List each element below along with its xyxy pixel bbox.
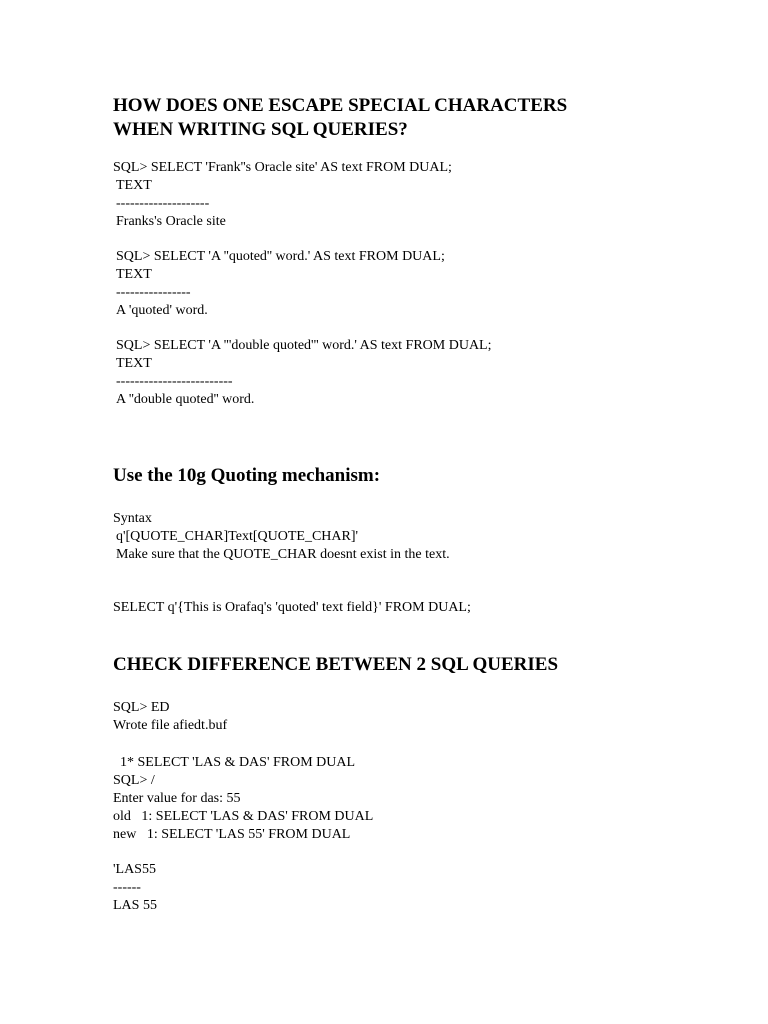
sql-line: SQL> SELECT 'A ''quoted'' word.' AS text FROM DUAL; — [116, 249, 445, 264]
output-line: Wrote file afiedt.buf — [113, 718, 228, 733]
syntax-label: Syntax — [113, 511, 152, 526]
section1-heading-line1: HOW DOES ONE ESCAPE SPECIAL CHARACTERS — [113, 95, 568, 116]
syntax-note: Make sure that the QUOTE_CHAR doesnt exist in the text. — [116, 547, 450, 562]
result-header: 'LAS55 — [113, 862, 156, 877]
result-value: LAS 55 — [113, 898, 157, 913]
sql-line: SQL> SELECT 'A '''double quoted''' word.' AS text FROM DUAL; — [116, 338, 492, 353]
result-header: TEXT — [116, 267, 152, 282]
result-value: A ''double quoted'' word. — [116, 392, 255, 407]
result-header: TEXT — [116, 356, 152, 371]
result-divider: ------ — [113, 880, 141, 895]
syntax-line: q'[QUOTE_CHAR]Text[QUOTE_CHAR]' — [116, 529, 359, 544]
sql-line: 1* SELECT 'LAS & DAS' FROM DUAL — [120, 755, 356, 770]
sql-line: SQL> / — [113, 773, 155, 788]
output-line: old 1: SELECT 'LAS & DAS' FROM DUAL — [113, 809, 374, 824]
section1-heading-line2: WHEN WRITING SQL QUERIES? — [113, 119, 408, 140]
sql-line: SQL> SELECT 'Frank''s Oracle site' AS text FROM DUAL; — [113, 160, 452, 175]
section3-heading: CHECK DIFFERENCE BETWEEN 2 SQL QUERIES — [113, 654, 559, 675]
result-value: A 'quoted' word. — [116, 303, 208, 318]
output-line: new 1: SELECT 'LAS 55' FROM DUAL — [113, 827, 351, 842]
section2-heading: Use the 10g Quoting mechanism: — [113, 465, 381, 486]
result-divider: -------------------- — [116, 196, 210, 211]
result-divider: ---------------- — [116, 285, 191, 300]
result-header: TEXT — [116, 178, 152, 193]
result-divider: ------------------------- — [116, 374, 233, 389]
sql-line: SQL> ED — [113, 700, 170, 715]
result-value: Franks's Oracle site — [116, 214, 226, 229]
sql-line: SELECT q'{This is Orafaq's 'quoted' text field}' FROM DUAL; — [113, 600, 471, 615]
output-line: Enter value for das: 55 — [113, 791, 241, 806]
